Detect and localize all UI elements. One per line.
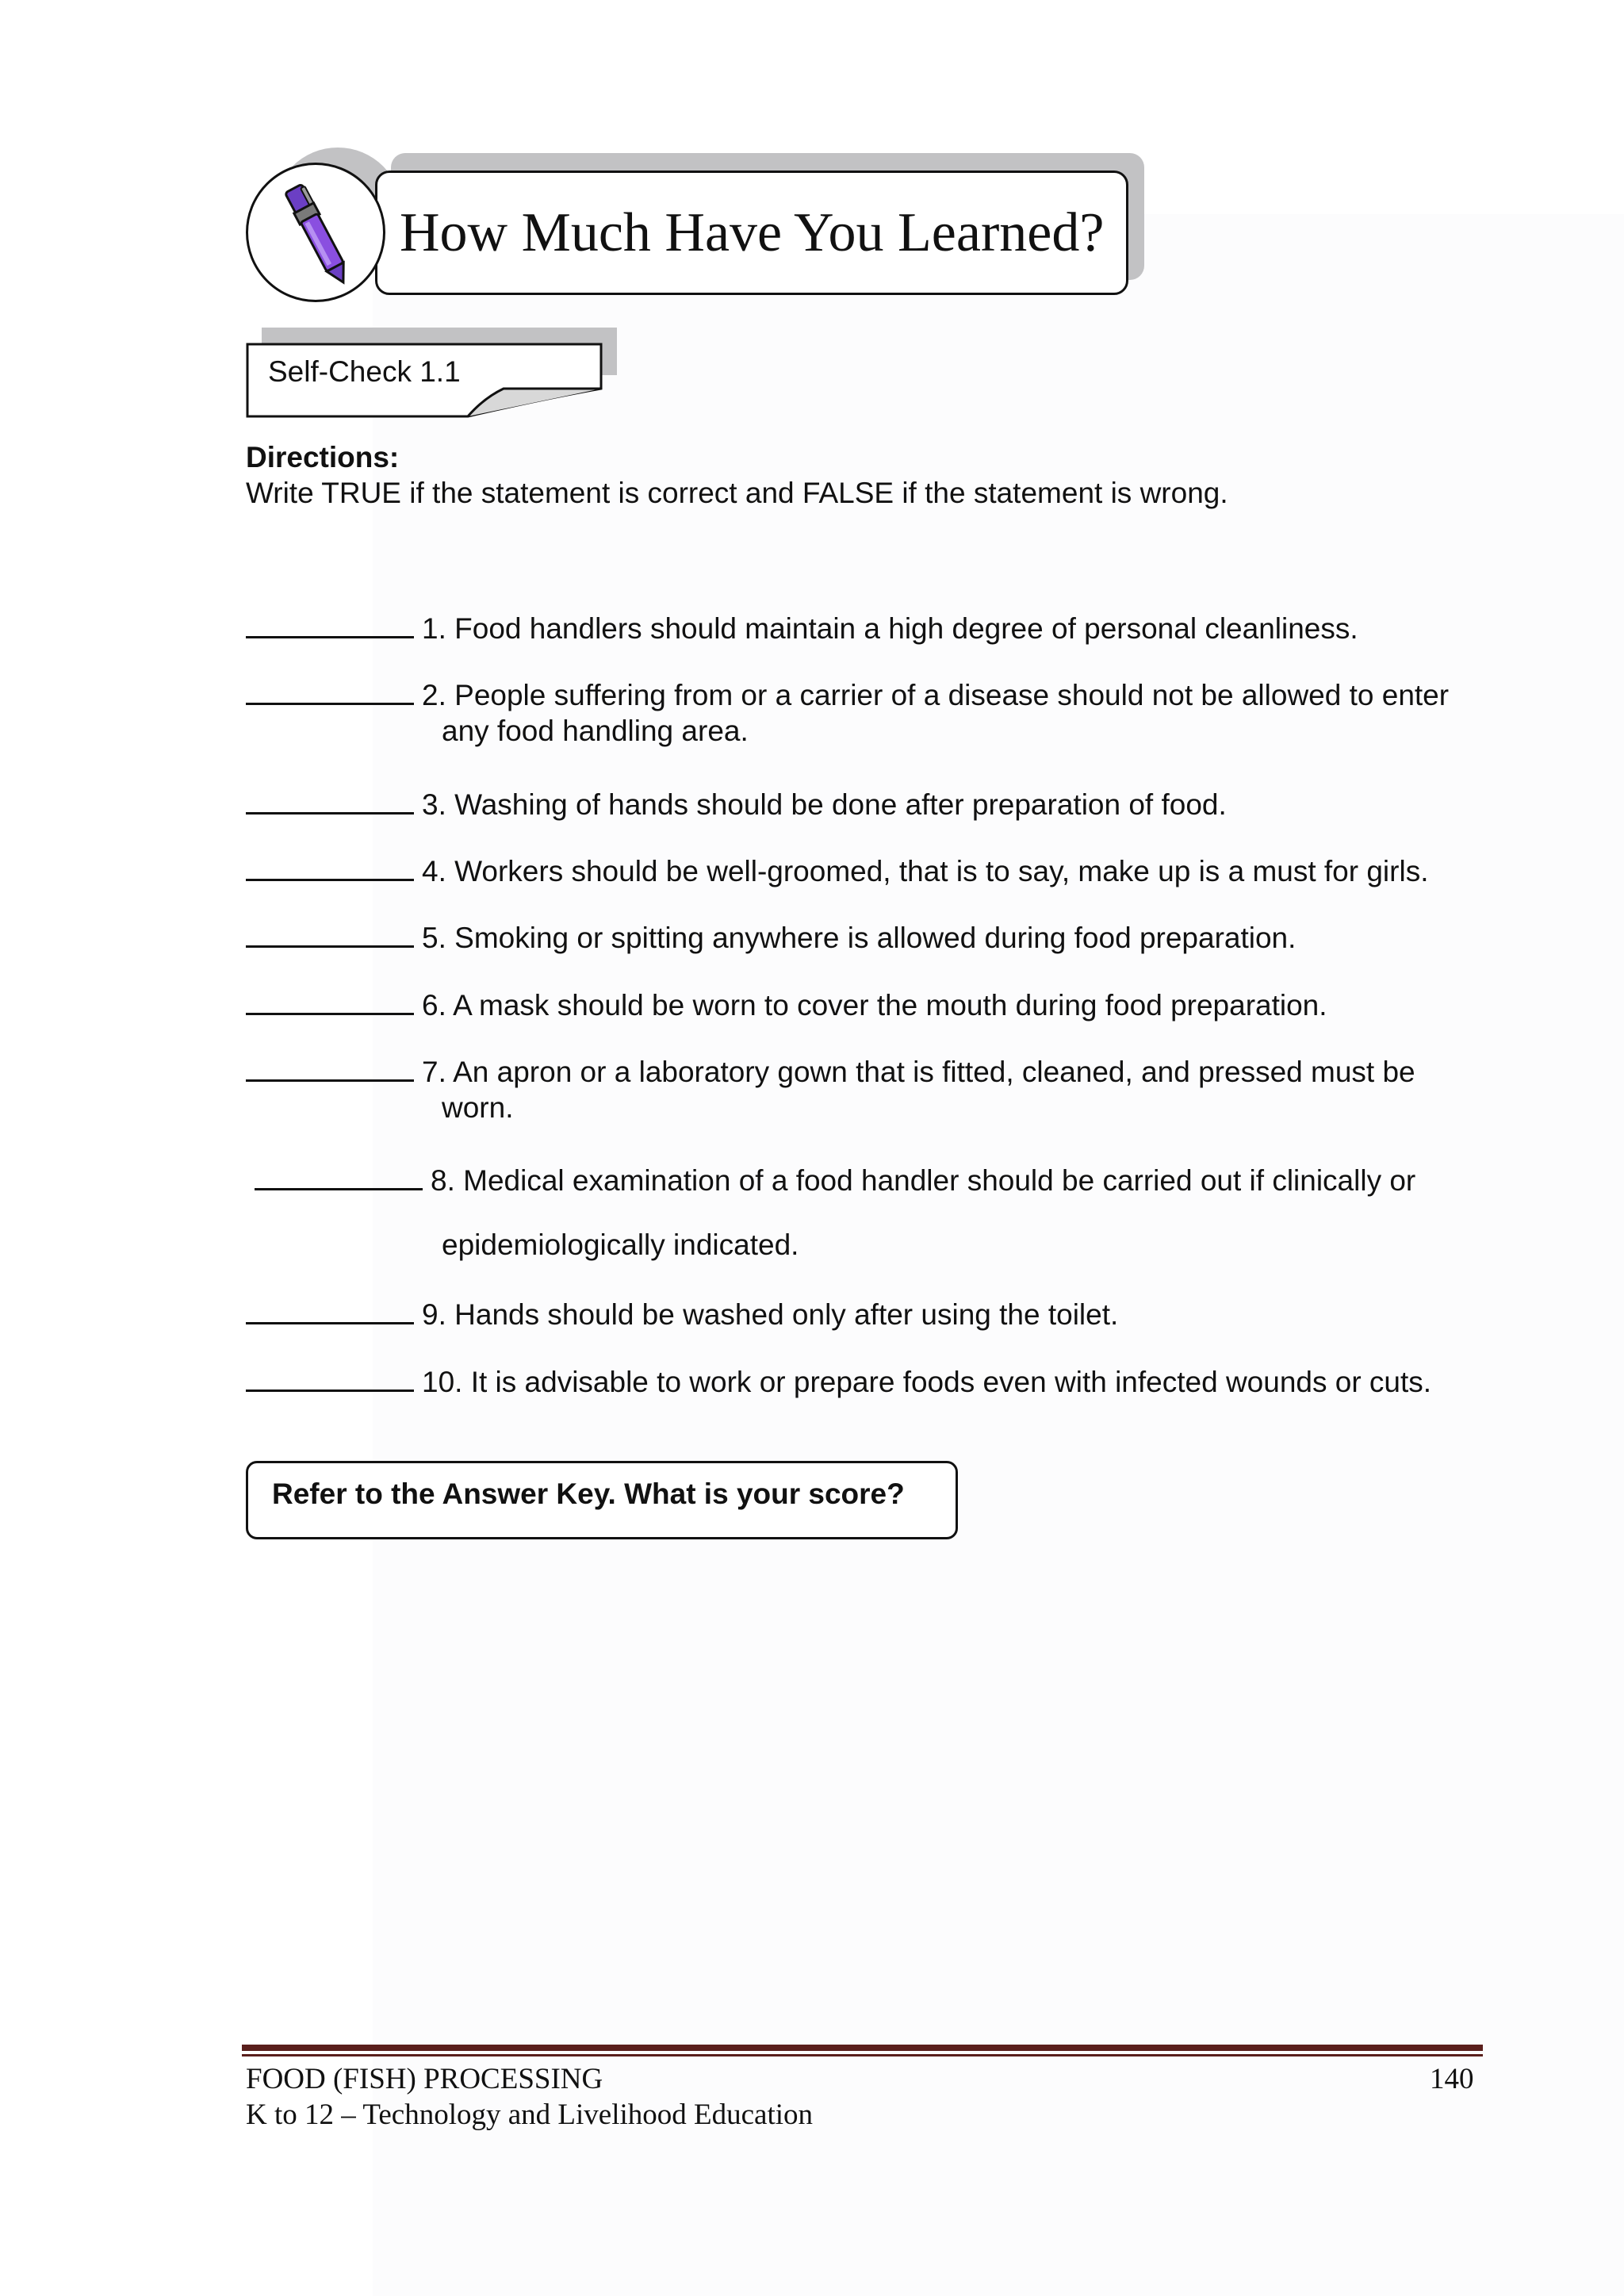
item-text: Washing of hands should be done after preparation of food. [454,788,1227,821]
item-text: It is advisable to work or prepare foods even with infected wounds or cuts. [470,1366,1432,1398]
item-text: A mask should be worn to cover the mouth during food preparation. [453,989,1327,1022]
pen-badge [246,163,385,302]
answer-blank[interactable] [246,986,414,1015]
item-number: 10. [422,1366,463,1398]
list-item [246,609,1358,646]
footer-course: K to 12 – Technology and Livelihood Education [246,2099,814,2131]
item-continuation: worn. [442,1091,514,1124]
item-number: 2. [422,679,446,711]
page-title: How Much Have You Learned? [400,201,1105,263]
answer-key-prompt: Refer to the Answer Key. What is your score? [272,1478,905,1510]
item-number: 3. [422,788,446,821]
pen-icon [248,165,388,305]
item-continuation: any food handling area. [442,715,749,747]
directions-heading: Directions: [246,441,400,473]
item-text: Medical examination of a food handler should be carried out if clinically or [463,1164,1416,1197]
list-item [246,785,1227,822]
item-number: 1. [422,612,446,645]
answer-blank[interactable] [246,609,414,638]
item-number: 8. [431,1164,455,1197]
item-text: Hands should be washed only after using the toilet. [454,1298,1119,1331]
list-item [246,676,1449,712]
item-text: Food handlers should maintain a high degree of personal cleanliness. [454,612,1358,645]
directions-text: Write TRUE if the statement is correct and FALSE if the statement is wrong. [246,477,1228,509]
list-item [246,1363,1431,1399]
list-item [246,852,1428,888]
answer-blank[interactable] [246,918,414,948]
answer-blank[interactable] [246,1052,414,1082]
item-number: 7. [422,1056,446,1088]
list-item [246,1295,1118,1332]
item-number: 6. [422,989,446,1022]
answer-blank[interactable] [246,676,414,705]
item-number: 4. [422,855,446,887]
item-number: 9. [422,1298,446,1331]
answer-key-box [246,1461,958,1539]
list-item [246,1052,1415,1089]
self-check-label: Self-Check 1.1 [268,355,461,388]
list-item [246,918,1296,955]
list-item [246,986,1327,1022]
self-check-tab [246,343,603,419]
item-text: People suffering from or a carrier of a disease should not be allowed to enter [454,679,1450,711]
item-text: An apron or a laboratory gown that is fitted, cleaned, and pressed must be [453,1056,1415,1088]
answer-blank[interactable] [255,1161,423,1190]
item-continuation: epidemiologically indicated. [442,1228,799,1261]
answer-blank[interactable] [246,1363,414,1392]
item-number: 5. [422,922,446,954]
list-item [255,1161,1415,1198]
answer-blank[interactable] [246,852,414,881]
footer-subject: FOOD (FISH) PROCESSING [246,2063,603,2095]
item-text: Workers should be well-groomed, that is to say, make up is a must for girls. [454,855,1429,887]
item-text: Smoking or spitting anywhere is allowed during food preparation. [454,922,1297,954]
footer-page-number: 140 [1430,2063,1474,2095]
answer-blank[interactable] [246,785,414,815]
header-banner [375,171,1128,295]
answer-blank[interactable] [246,1295,414,1324]
footer-rule-thin [242,2054,1483,2056]
footer-rule-thick [242,2045,1483,2051]
